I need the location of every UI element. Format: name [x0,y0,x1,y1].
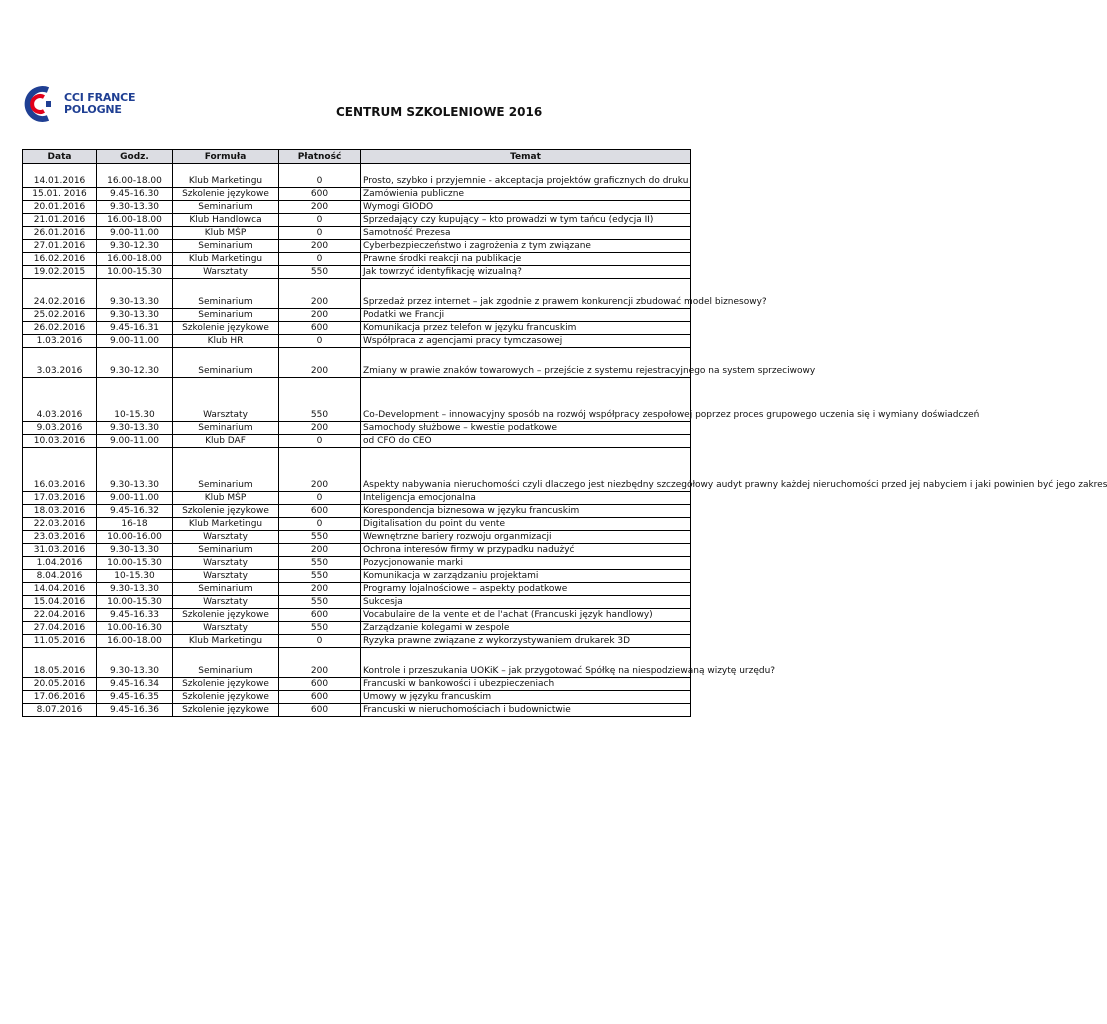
cell-format: Seminarium [173,544,279,557]
table-row [23,164,691,188]
cell-format: Szkolenie językowe [173,188,279,201]
cell-format: Seminarium [173,448,279,492]
table-body [23,164,1107,717]
cell-date: 18.05.2016 [23,648,97,678]
cell-fee: 200 [279,279,361,309]
cell-format: Klub Marketingu [173,253,279,266]
cell-fee: 200 [279,309,361,322]
cell-time: 10-15.30 [97,378,173,422]
cell-fee: 550 [279,622,361,635]
cell-format: Warsztaty [173,266,279,279]
cell-format: Klub MŚP [173,492,279,505]
cell-fee: 0 [279,518,361,531]
cell-fee: 200 [279,448,361,492]
cell-format: Seminarium [173,309,279,322]
cell-format: Seminarium [173,201,279,214]
cell-date: 17.06.2016 [23,691,97,704]
table-row [23,596,691,609]
cell-topic: Samochody służbowe – kwestie podatkowe [361,422,691,435]
cell-time: 10.00-16.30 [97,622,173,635]
table-row [23,227,691,240]
cell-topic: Wymogi GIODO [361,201,691,214]
cell-fee: 200 [279,648,361,678]
cell-time: 9.45-16.30 [97,188,173,201]
cell-date: 19.02.2015 [23,266,97,279]
cell-fee: 200 [279,422,361,435]
cell-format: Szkolenie językowe [173,322,279,335]
cell-date: 22.04.2016 [23,609,97,622]
cell-date: 4.03.2016 [23,378,97,422]
cell-fee: 0 [279,227,361,240]
cell-date: 14.01.2016 [23,164,97,188]
cci-france-pologne-logo [22,86,152,122]
cell-fee: 600 [279,704,361,717]
table-row [23,704,691,717]
cell-topic: od CFO do CEO [361,435,691,448]
cell-time: 9.30-12.30 [97,240,173,253]
cell-topic: Komunikacja przez telefon w języku francuskim [361,322,691,335]
cell-date: 26.02.2016 [23,322,97,335]
cell-date: 20.01.2016 [23,201,97,214]
cell-topic: Vocabulaire de la vente et de l'achat (Francuski język handlowy) [361,609,691,622]
cell-format: Seminarium [173,648,279,678]
cell-format: Klub DAF [173,435,279,448]
cell-topic: Cyberbezpieczeństwo i zagrożenia z tym związane [361,240,691,253]
cell-topic: Prawne środki reakcji na publikacje [361,253,691,266]
cell-time: 9.45-16.35 [97,691,173,704]
cell-topic: Ryzyka prawne związane z wykorzystywaniem drukarek 3D [361,635,691,648]
cell-date: 8.07.2016 [23,704,97,717]
cell-time: 16.00-18.00 [97,635,173,648]
cell-time: 9.45-16.33 [97,609,173,622]
table-row [23,505,691,518]
cell-fee: 550 [279,378,361,422]
table-row [23,422,691,435]
cell-format: Klub Marketingu [173,164,279,188]
cell-fee: 600 [279,505,361,518]
cell-format: Klub Marketingu [173,518,279,531]
cell-date: 1.03.2016 [23,335,97,348]
cell-date: 15.01. 2016 [23,188,97,201]
cell-topic: Francuski w nieruchomościach i budownictwie [361,704,691,717]
cell-date: 24.02.2016 [23,279,97,309]
cell-topic: Samotność Prezesa [361,227,691,240]
training-schedule-table [22,149,1107,717]
cell-format: Warsztaty [173,378,279,422]
cell-topic: Inteligencja emocjonalna [361,492,691,505]
cell-time: 9.30-13.30 [97,544,173,557]
cell-time: 10.00-15.30 [97,557,173,570]
cell-format: Klub Marketingu [173,635,279,648]
cell-topic: Aspekty nabywania nieruchomości czyli dlaczego jest niezbędny szczegółowy audyt prawny każdej nieruchomości przed jej nabyciem i jaki powinien być jego zakres [361,448,691,492]
cell-date: 3.03.2016 [23,348,97,378]
table-row [23,309,691,322]
cell-time: 9.45-16.32 [97,505,173,518]
cell-topic: Ochrona interesów firmy w przypadku nadużyć [361,544,691,557]
cell-format: Szkolenie językowe [173,505,279,518]
cell-fee: 550 [279,557,361,570]
table-row [23,279,691,309]
cell-topic: Korespondencja biznesowa w języku francuskim [361,505,691,518]
cell-time: 10.00-16.00 [97,531,173,544]
table-row [23,322,691,335]
table-row [23,240,691,253]
cell-time: 9.00-11.00 [97,492,173,505]
document-title: CENTRUM SZKOLENIOWE 2016 [336,105,543,119]
cell-time: 9.30-13.30 [97,448,173,492]
cell-fee: 550 [279,531,361,544]
table-row [23,435,691,448]
table-row [23,648,691,678]
cell-format: Seminarium [173,422,279,435]
cell-fee: 550 [279,570,361,583]
table-row [23,253,691,266]
cell-topic: Umowy w języku francuskim [361,691,691,704]
cell-fee: 600 [279,609,361,622]
cell-topic: Digitalisation du point du vente [361,518,691,531]
cell-topic: Francuski w bankowości i ubezpieczeniach [361,678,691,691]
cell-topic: Współpraca z agencjami pracy tymczasowej [361,335,691,348]
cell-time: 16.00-18.00 [97,164,173,188]
cell-time: 10.00-15.30 [97,266,173,279]
cell-fee: 0 [279,435,361,448]
cell-time: 9.00-11.00 [97,435,173,448]
cell-time: 9.00-11.00 [97,335,173,348]
cell-format: Seminarium [173,240,279,253]
table-row [23,609,691,622]
table-row [23,214,691,227]
cell-format: Szkolenie językowe [173,691,279,704]
cell-time: 9.30-13.30 [97,648,173,678]
cell-topic: Jak towrzyć identyfikację wizualną? [361,266,691,279]
cell-format: Warsztaty [173,596,279,609]
cell-topic: Zamówienia publiczne [361,188,691,201]
cell-format: Szkolenie językowe [173,704,279,717]
cell-format: Szkolenie językowe [173,678,279,691]
cell-date: 14.04.2016 [23,583,97,596]
cell-format: Warsztaty [173,557,279,570]
cell-date: 8.04.2016 [23,570,97,583]
table-row [23,678,691,691]
cell-fee: 600 [279,322,361,335]
cell-date: 21.01.2016 [23,214,97,227]
cell-time: 16-18 [97,518,173,531]
cell-fee: 550 [279,266,361,279]
cell-topic: Zarządzanie kolegami w zespole [361,622,691,635]
cci-emblem-icon [22,86,62,122]
cell-date: 11.05.2016 [23,635,97,648]
table-row [23,448,691,492]
cell-format: Klub Handlowca [173,214,279,227]
cell-topic: Zmiany w prawie znaków towarowych – przejście z systemu rejestracyjnego na system sprzeciwowy [361,348,691,378]
table-row [23,622,691,635]
cell-topic: Kontrole i przeszukania UOKiK – jak przygotować Spółkę na niespodziewaną wizytę urzędu? [361,648,691,678]
cell-fee: 0 [279,335,361,348]
table-row [23,348,691,378]
cell-date: 20.05.2016 [23,678,97,691]
table-row [23,188,691,201]
cell-time: 10-15.30 [97,570,173,583]
column-header-format: Formuła [173,150,279,164]
cell-format: Klub MŚP [173,227,279,240]
cell-time: 9.45-16.36 [97,704,173,717]
logo-line-2: POLOGNE [64,103,122,116]
cell-date: 31.03.2016 [23,544,97,557]
table-row [23,544,691,557]
cell-topic: Podatki we Francji [361,309,691,322]
cell-time: 16.00-18.00 [97,253,173,266]
table-row [23,583,691,596]
cell-date: 26.01.2016 [23,227,97,240]
cell-topic: Sprzedaż przez internet – jak zgodnie z prawem konkurencji zbudować model biznesowy? [361,279,691,309]
table-row [23,335,691,348]
column-header-time: Godz. [97,150,173,164]
table-row [23,492,691,505]
column-header-topic: Temat [361,150,691,164]
cell-time: 10.00-15.30 [97,596,173,609]
cell-date: 25.02.2016 [23,309,97,322]
cell-time: 9.30-13.30 [97,201,173,214]
cell-date: 23.03.2016 [23,531,97,544]
cell-fee: 0 [279,492,361,505]
cell-date: 16.03.2016 [23,448,97,492]
cell-time: 9.30-13.30 [97,422,173,435]
cell-fee: 0 [279,635,361,648]
cell-fee: 200 [279,544,361,557]
table-row [23,570,691,583]
table-row [23,691,691,704]
cell-time: 9.45-16.31 [97,322,173,335]
cell-time: 9.00-11.00 [97,227,173,240]
cell-date: 9.03.2016 [23,422,97,435]
cell-date: 17.03.2016 [23,492,97,505]
logo-line-1: CCI FRANCE [64,91,136,104]
cell-topic: Sukcesja [361,596,691,609]
column-header-fee: Płatność [279,150,361,164]
cell-fee: 0 [279,164,361,188]
cell-fee: 550 [279,596,361,609]
table-row [23,531,691,544]
cell-format: Seminarium [173,583,279,596]
cell-fee: 600 [279,678,361,691]
table-row [23,266,691,279]
column-header-date: Data [23,150,97,164]
cell-format: Seminarium [173,279,279,309]
table-row [23,201,691,214]
cell-time: 9.45-16.34 [97,678,173,691]
table-row [23,518,691,531]
cell-date: 27.04.2016 [23,622,97,635]
cell-date: 1.04.2016 [23,557,97,570]
cell-topic: Wewnętrzne bariery rozwoju organmizacji [361,531,691,544]
cell-topic: Pozycjonowanie marki [361,557,691,570]
cell-fee: 200 [279,201,361,214]
cell-fee: 200 [279,348,361,378]
cell-format: Seminarium [173,348,279,378]
cell-time: 16.00-18.00 [97,214,173,227]
table-header-row [23,150,691,164]
cell-time: 9.30-13.30 [97,279,173,309]
table-row [23,635,691,648]
cell-date: 27.01.2016 [23,240,97,253]
cell-topic: Prosto, szybko i przyjemnie - akceptacja projektów graficznych do druku [361,164,691,188]
cell-format: Warsztaty [173,570,279,583]
cell-topic: Komunikacja w zarządzaniu projektami [361,570,691,583]
cell-format: Warsztaty [173,622,279,635]
cell-date: 15.04.2016 [23,596,97,609]
cell-date: 22.03.2016 [23,518,97,531]
cell-format: Szkolenie językowe [173,609,279,622]
cell-date: 10.03.2016 [23,435,97,448]
cell-fee: 200 [279,583,361,596]
table-row [23,378,691,422]
cell-format: Warsztaty [173,531,279,544]
cell-date: 18.03.2016 [23,505,97,518]
cell-fee: 600 [279,691,361,704]
cell-fee: 200 [279,240,361,253]
cell-date: 16.02.2016 [23,253,97,266]
cell-time: 9.30-12.30 [97,348,173,378]
cell-time: 9.30-13.30 [97,309,173,322]
cell-time: 9.30-13.30 [97,583,173,596]
cell-fee: 0 [279,214,361,227]
cell-fee: 600 [279,188,361,201]
cell-format: Klub HR [173,335,279,348]
cell-topic: Programy lojalnościowe – aspekty podatkowe [361,583,691,596]
table-row [23,557,691,570]
cell-topic: Co-Development – innowacyjny sposób na rozwój współpracy zespołowej poprzez proces grupowego uczenia się i wymiany doświadczeń [361,378,691,422]
cell-topic: Sprzedający czy kupujący – kto prowadzi w tym tańcu (edycja II) [361,214,691,227]
cell-fee: 0 [279,253,361,266]
